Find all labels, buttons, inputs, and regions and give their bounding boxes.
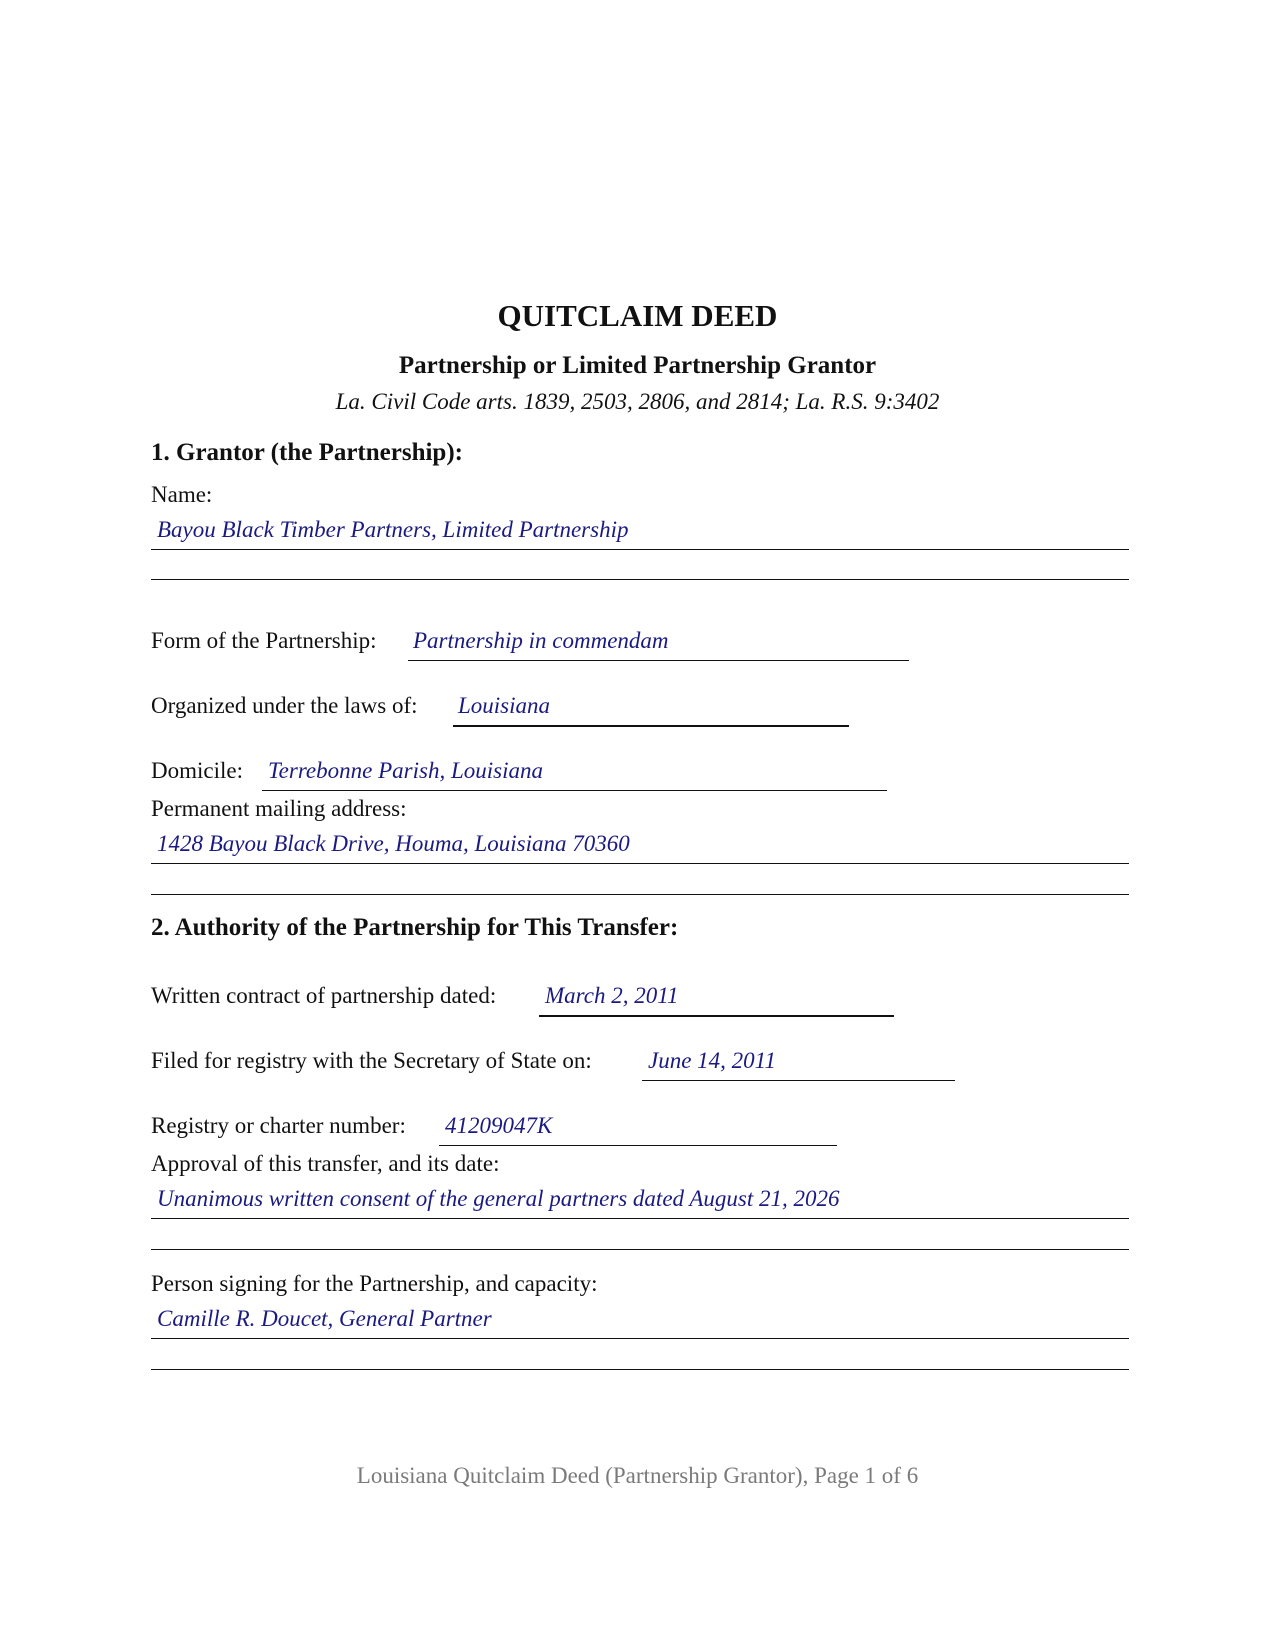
partnership-contract-value[interactable]: March 2, 2011 xyxy=(545,983,679,1008)
organized-laws-value[interactable]: Louisiana xyxy=(458,693,551,718)
signer-line xyxy=(151,1338,1129,1339)
registry-number-line xyxy=(439,1145,837,1146)
registry-filing-value[interactable]: June 14, 2011 xyxy=(648,1048,776,1073)
registry-filing-line xyxy=(642,1080,955,1081)
registry-number-value[interactable]: 41209047K xyxy=(445,1113,553,1138)
transfer-approval-value[interactable]: Unanimous written consent of the general partners dated August 21, 2026 xyxy=(157,1186,840,1211)
section-2-heading: 2. Authority of the Partnership for This Transfer: xyxy=(151,914,679,941)
document-subtitle: Partnership or Limited Partnership Grantor xyxy=(398,352,877,379)
signer-value[interactable]: Camille R. Doucet, General Partner xyxy=(157,1306,492,1331)
partnership-contract-line xyxy=(539,1015,894,1017)
organized-laws-label: Organized under the laws of: xyxy=(151,693,418,718)
mailing-address-line-2 xyxy=(151,894,1129,895)
grantor-name-line xyxy=(151,549,1129,550)
transfer-approval-label: Approval of this transfer, and its date: xyxy=(151,1151,500,1176)
transfer-approval-line-2 xyxy=(151,1249,1129,1250)
grantor-name-value[interactable]: Bayou Black Timber Partners, Limited Partnership xyxy=(157,517,629,542)
mailing-address-value[interactable]: 1428 Bayou Black Drive, Houma, Louisiana 70360 xyxy=(157,831,630,856)
legal-citation: La. Civil Code arts. 1839, 2503, 2806, and 2814; La. R.S. 9:3402 xyxy=(335,389,940,414)
document-title: QUITCLAIM DEED xyxy=(497,298,778,333)
organized-laws-line xyxy=(453,725,849,727)
grantor-name-label: Name: xyxy=(151,482,213,507)
partnership-form-line xyxy=(408,660,909,661)
grantor-name-line-2 xyxy=(151,579,1129,580)
mailing-address-line xyxy=(151,863,1129,864)
registry-filing-label: Filed for registry with the Secretary of State on: xyxy=(151,1048,592,1073)
partnership-form-value[interactable]: Partnership in commendam xyxy=(413,628,669,653)
signer-label: Person signing for the Partnership, and capacity: xyxy=(151,1271,598,1296)
registry-number-label: Registry or charter number: xyxy=(151,1113,406,1138)
section-1-heading: 1. Grantor (the Partnership): xyxy=(151,439,463,466)
partnership-form-label: Form of the Partnership: xyxy=(151,628,377,653)
mailing-address-label: Permanent mailing address: xyxy=(151,796,407,821)
domicile-line xyxy=(262,790,887,791)
partnership-contract-label: Written contract of partnership dated: xyxy=(151,983,497,1008)
signer-line-2 xyxy=(151,1369,1129,1370)
page-footer: Louisiana Quitclaim Deed (Partnership Grantor), Page 1 of 6 xyxy=(356,1463,919,1488)
transfer-approval-line xyxy=(151,1218,1129,1219)
domicile-value[interactable]: Terrebonne Parish, Louisiana xyxy=(268,758,543,783)
domicile-label: Domicile: xyxy=(151,758,243,783)
